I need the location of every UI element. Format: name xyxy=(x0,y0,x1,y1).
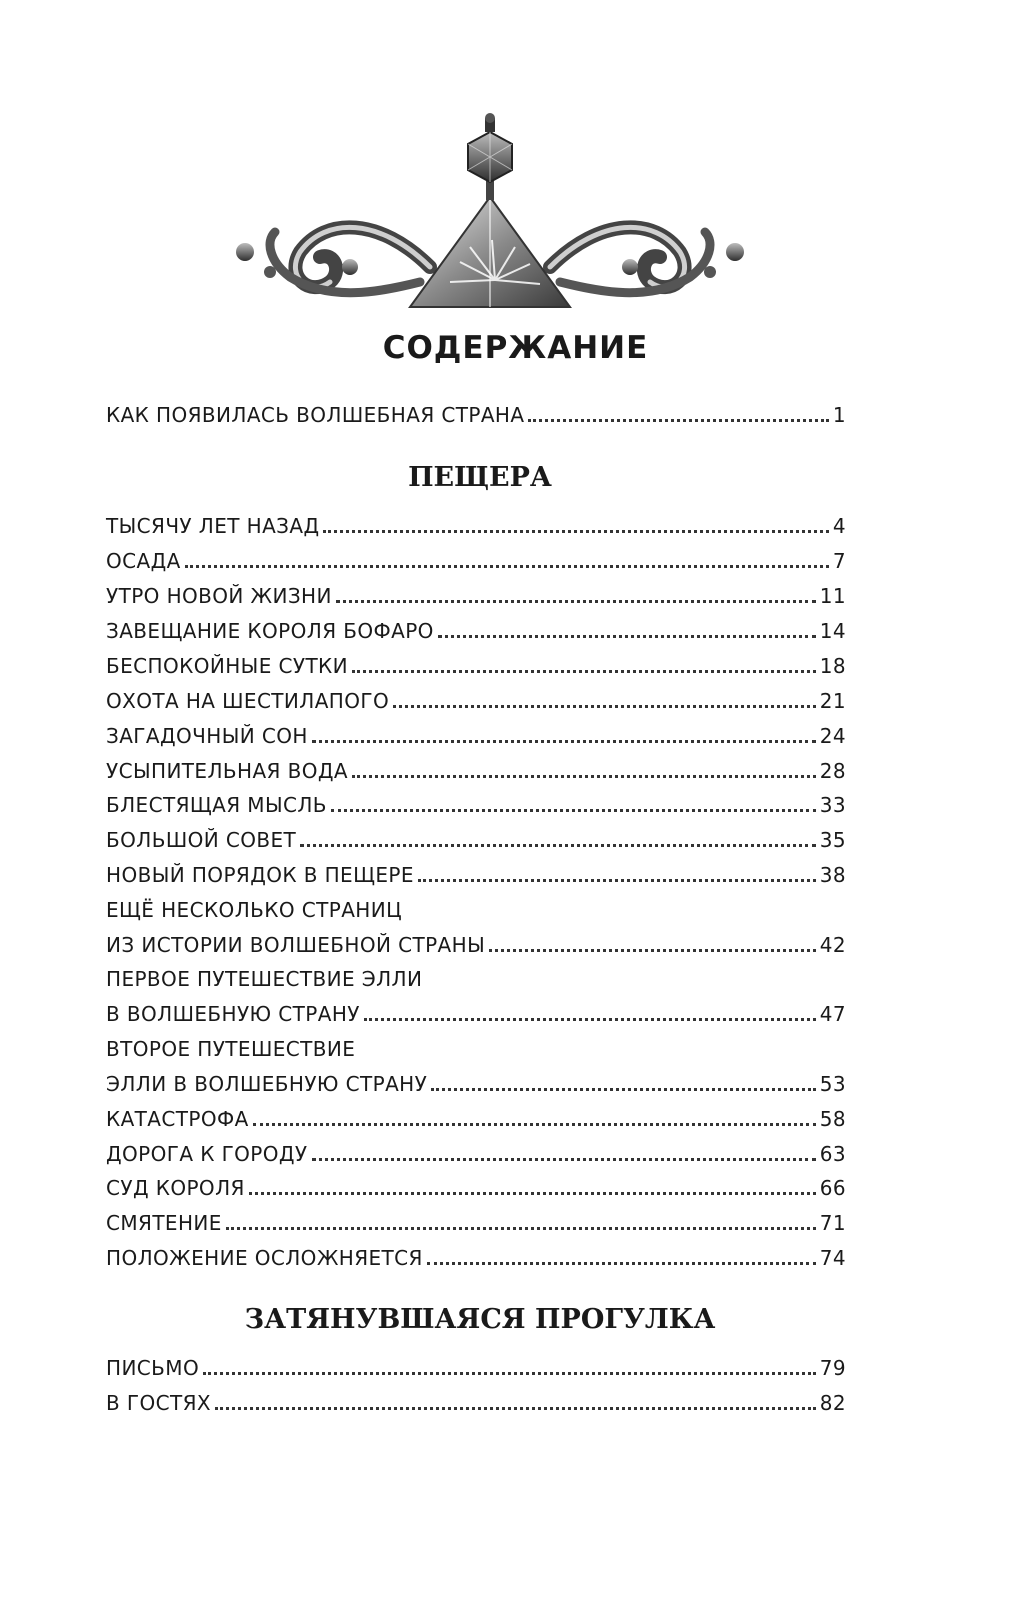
toc-leader-dots xyxy=(364,1018,816,1021)
crown-gem-ornament-icon xyxy=(230,112,750,322)
toc-entry-title: ИЗ ИСТОРИИ ВОЛШЕБНОЙ СТРАНЫ xyxy=(106,933,486,957)
toc-entry-page: 58 xyxy=(819,1107,846,1131)
toc-entry-page: 28 xyxy=(819,759,846,783)
toc-entry[interactable] xyxy=(106,1133,846,1167)
toc-entry-first-line xyxy=(106,958,846,992)
toc-entry-first-line xyxy=(106,889,846,923)
toc-entry[interactable] xyxy=(106,854,846,888)
toc-entry[interactable] xyxy=(106,784,846,818)
toc-entry-page: 1 xyxy=(832,403,846,427)
toc-entry-title: ЗАВЕЩАНИЕ КОРОЛЯ БОФАРО xyxy=(106,619,434,643)
toc-entry-page: 14 xyxy=(819,619,846,643)
toc-entry-first-line xyxy=(106,1028,846,1062)
toc-entry[interactable] xyxy=(106,1098,846,1132)
toc-entry[interactable] xyxy=(106,750,846,784)
toc-entry-page: 42 xyxy=(819,933,846,957)
toc-entry[interactable] xyxy=(106,680,846,714)
toc-leader-dots xyxy=(203,1372,816,1375)
toc-entry-title: КАК ПОЯВИЛАСЬ ВОЛШЕБНАЯ СТРАНА xyxy=(106,403,525,427)
toc-leader-dots xyxy=(185,565,829,568)
toc-entry[interactable] xyxy=(106,1237,846,1271)
toc-entry-page: 63 xyxy=(819,1142,846,1166)
toc-entry-title: КАТАСТРОФА xyxy=(106,1107,249,1131)
toc-entry-title: ТЫСЯЧУ ЛЕТ НАЗАД xyxy=(106,514,320,538)
toc-leader-dots xyxy=(300,844,816,847)
toc-entry-title: ОСАДА xyxy=(106,549,181,573)
toc-entry[interactable] xyxy=(106,505,846,539)
toc-leader-dots xyxy=(226,1227,816,1230)
toc-leader-dots xyxy=(352,670,816,673)
toc-leader-dots xyxy=(393,705,816,708)
toc-entry[interactable] xyxy=(106,1063,846,1097)
toc-entry-page: 18 xyxy=(819,654,846,678)
toc-entry[interactable] xyxy=(106,924,846,958)
toc-entry[interactable] xyxy=(106,1382,846,1416)
toc-entry-page: 53 xyxy=(819,1072,846,1096)
toc-entry-title: ПИСЬМО xyxy=(106,1356,200,1380)
toc-entry[interactable] xyxy=(106,1202,846,1236)
toc-leader-dots xyxy=(336,600,816,603)
toc-entry[interactable] xyxy=(106,575,846,609)
toc-leader-dots xyxy=(438,635,816,638)
toc-entry-title: БОЛЬШОЙ СОВЕТ xyxy=(106,828,297,852)
page-title: СОДЕРЖАНИЕ xyxy=(382,330,649,366)
toc-entry-title: ЗАГАДОЧНЫЙ СОН xyxy=(106,724,308,748)
toc-entry-page: 24 xyxy=(819,724,846,748)
section-title: ПЕЩЕРА xyxy=(408,462,552,493)
toc-entry-page: 4 xyxy=(832,514,846,538)
toc-leader-dots xyxy=(427,1262,816,1265)
toc-entry-title-line1: ВТОРОЕ ПУТЕШЕСТВИЕ xyxy=(106,1037,356,1061)
toc-entry-title-line1: ЕЩЁ НЕСКОЛЬКО СТРАНИЦ xyxy=(106,898,402,922)
toc-entry-title: НОВЫЙ ПОРЯДОК В ПЕЩЕРЕ xyxy=(106,863,414,887)
toc-entry-page: 71 xyxy=(819,1211,846,1235)
toc-entry[interactable] xyxy=(106,610,846,644)
toc-entry-page: 66 xyxy=(819,1176,846,1200)
toc-entry-page: 33 xyxy=(819,793,846,817)
toc-leader-dots xyxy=(249,1192,816,1195)
toc-entry-page: 11 xyxy=(819,584,846,608)
section-title: ЗАТЯНУВШАЯСЯ ПРОГУЛКА xyxy=(244,1304,716,1335)
toc-entry-page: 47 xyxy=(819,1002,846,1026)
toc-leader-dots xyxy=(312,740,816,743)
toc-leader-dots xyxy=(331,809,816,812)
toc-entry-title: ЭЛЛИ В ВОЛШЕБНУЮ СТРАНУ xyxy=(106,1072,428,1096)
toc-leader-dots xyxy=(253,1123,816,1126)
toc-entry-title: ПОЛОЖЕНИЕ ОСЛОЖНЯЕТСЯ xyxy=(106,1246,423,1270)
toc-entry[interactable] xyxy=(106,993,846,1027)
toc-entry[interactable] xyxy=(106,715,846,749)
toc-entry[interactable] xyxy=(106,394,846,428)
toc-entry-page: 35 xyxy=(819,828,846,852)
toc-entry[interactable] xyxy=(106,1167,846,1201)
toc-entry-page: 79 xyxy=(819,1356,846,1380)
toc-entry-title: БЕСПОКОЙНЫЕ СУТКИ xyxy=(106,654,349,678)
toc-entry-page: 21 xyxy=(819,689,846,713)
toc-entry-title-line1: ПЕРВОЕ ПУТЕШЕСТВИЕ ЭЛЛИ xyxy=(106,967,423,991)
toc-entry-title: УТРО НОВОЙ ЖИЗНИ xyxy=(106,584,332,608)
toc-entry-title: ДОРОГА К ГОРОДУ xyxy=(106,1142,308,1166)
toc-entry[interactable] xyxy=(106,819,846,853)
toc-entry-title: СМЯТЕНИЕ xyxy=(106,1211,222,1235)
toc-leader-dots xyxy=(418,879,816,882)
toc-leader-dots xyxy=(215,1407,816,1410)
toc-entry[interactable] xyxy=(106,540,846,574)
toc-entry-title: СУД КОРОЛЯ xyxy=(106,1176,245,1200)
toc-entry[interactable] xyxy=(106,645,846,679)
toc-entry-page: 38 xyxy=(819,863,846,887)
toc-leader-dots xyxy=(323,530,828,533)
toc-entry-title: ОХОТА НА ШЕСТИЛАПОГО xyxy=(106,689,390,713)
toc-entry-page: 82 xyxy=(819,1391,846,1415)
toc-entry-title: В ГОСТЯХ xyxy=(106,1391,211,1415)
toc-entry-title: БЛЕСТЯЩАЯ МЫСЛЬ xyxy=(106,793,327,817)
toc-leader-dots xyxy=(312,1158,816,1161)
toc-leader-dots xyxy=(431,1088,816,1091)
toc-leader-dots xyxy=(352,775,816,778)
toc-entry-title: УСЫПИТЕЛЬНАЯ ВОДА xyxy=(106,759,348,783)
toc-entry[interactable] xyxy=(106,1347,846,1381)
toc-entry-title: В ВОЛШЕБНУЮ СТРАНУ xyxy=(106,1002,360,1026)
toc-entry-page: 7 xyxy=(832,549,846,573)
toc-entry-page: 74 xyxy=(819,1246,846,1270)
toc-leader-dots xyxy=(528,419,828,422)
toc-leader-dots xyxy=(489,949,816,952)
